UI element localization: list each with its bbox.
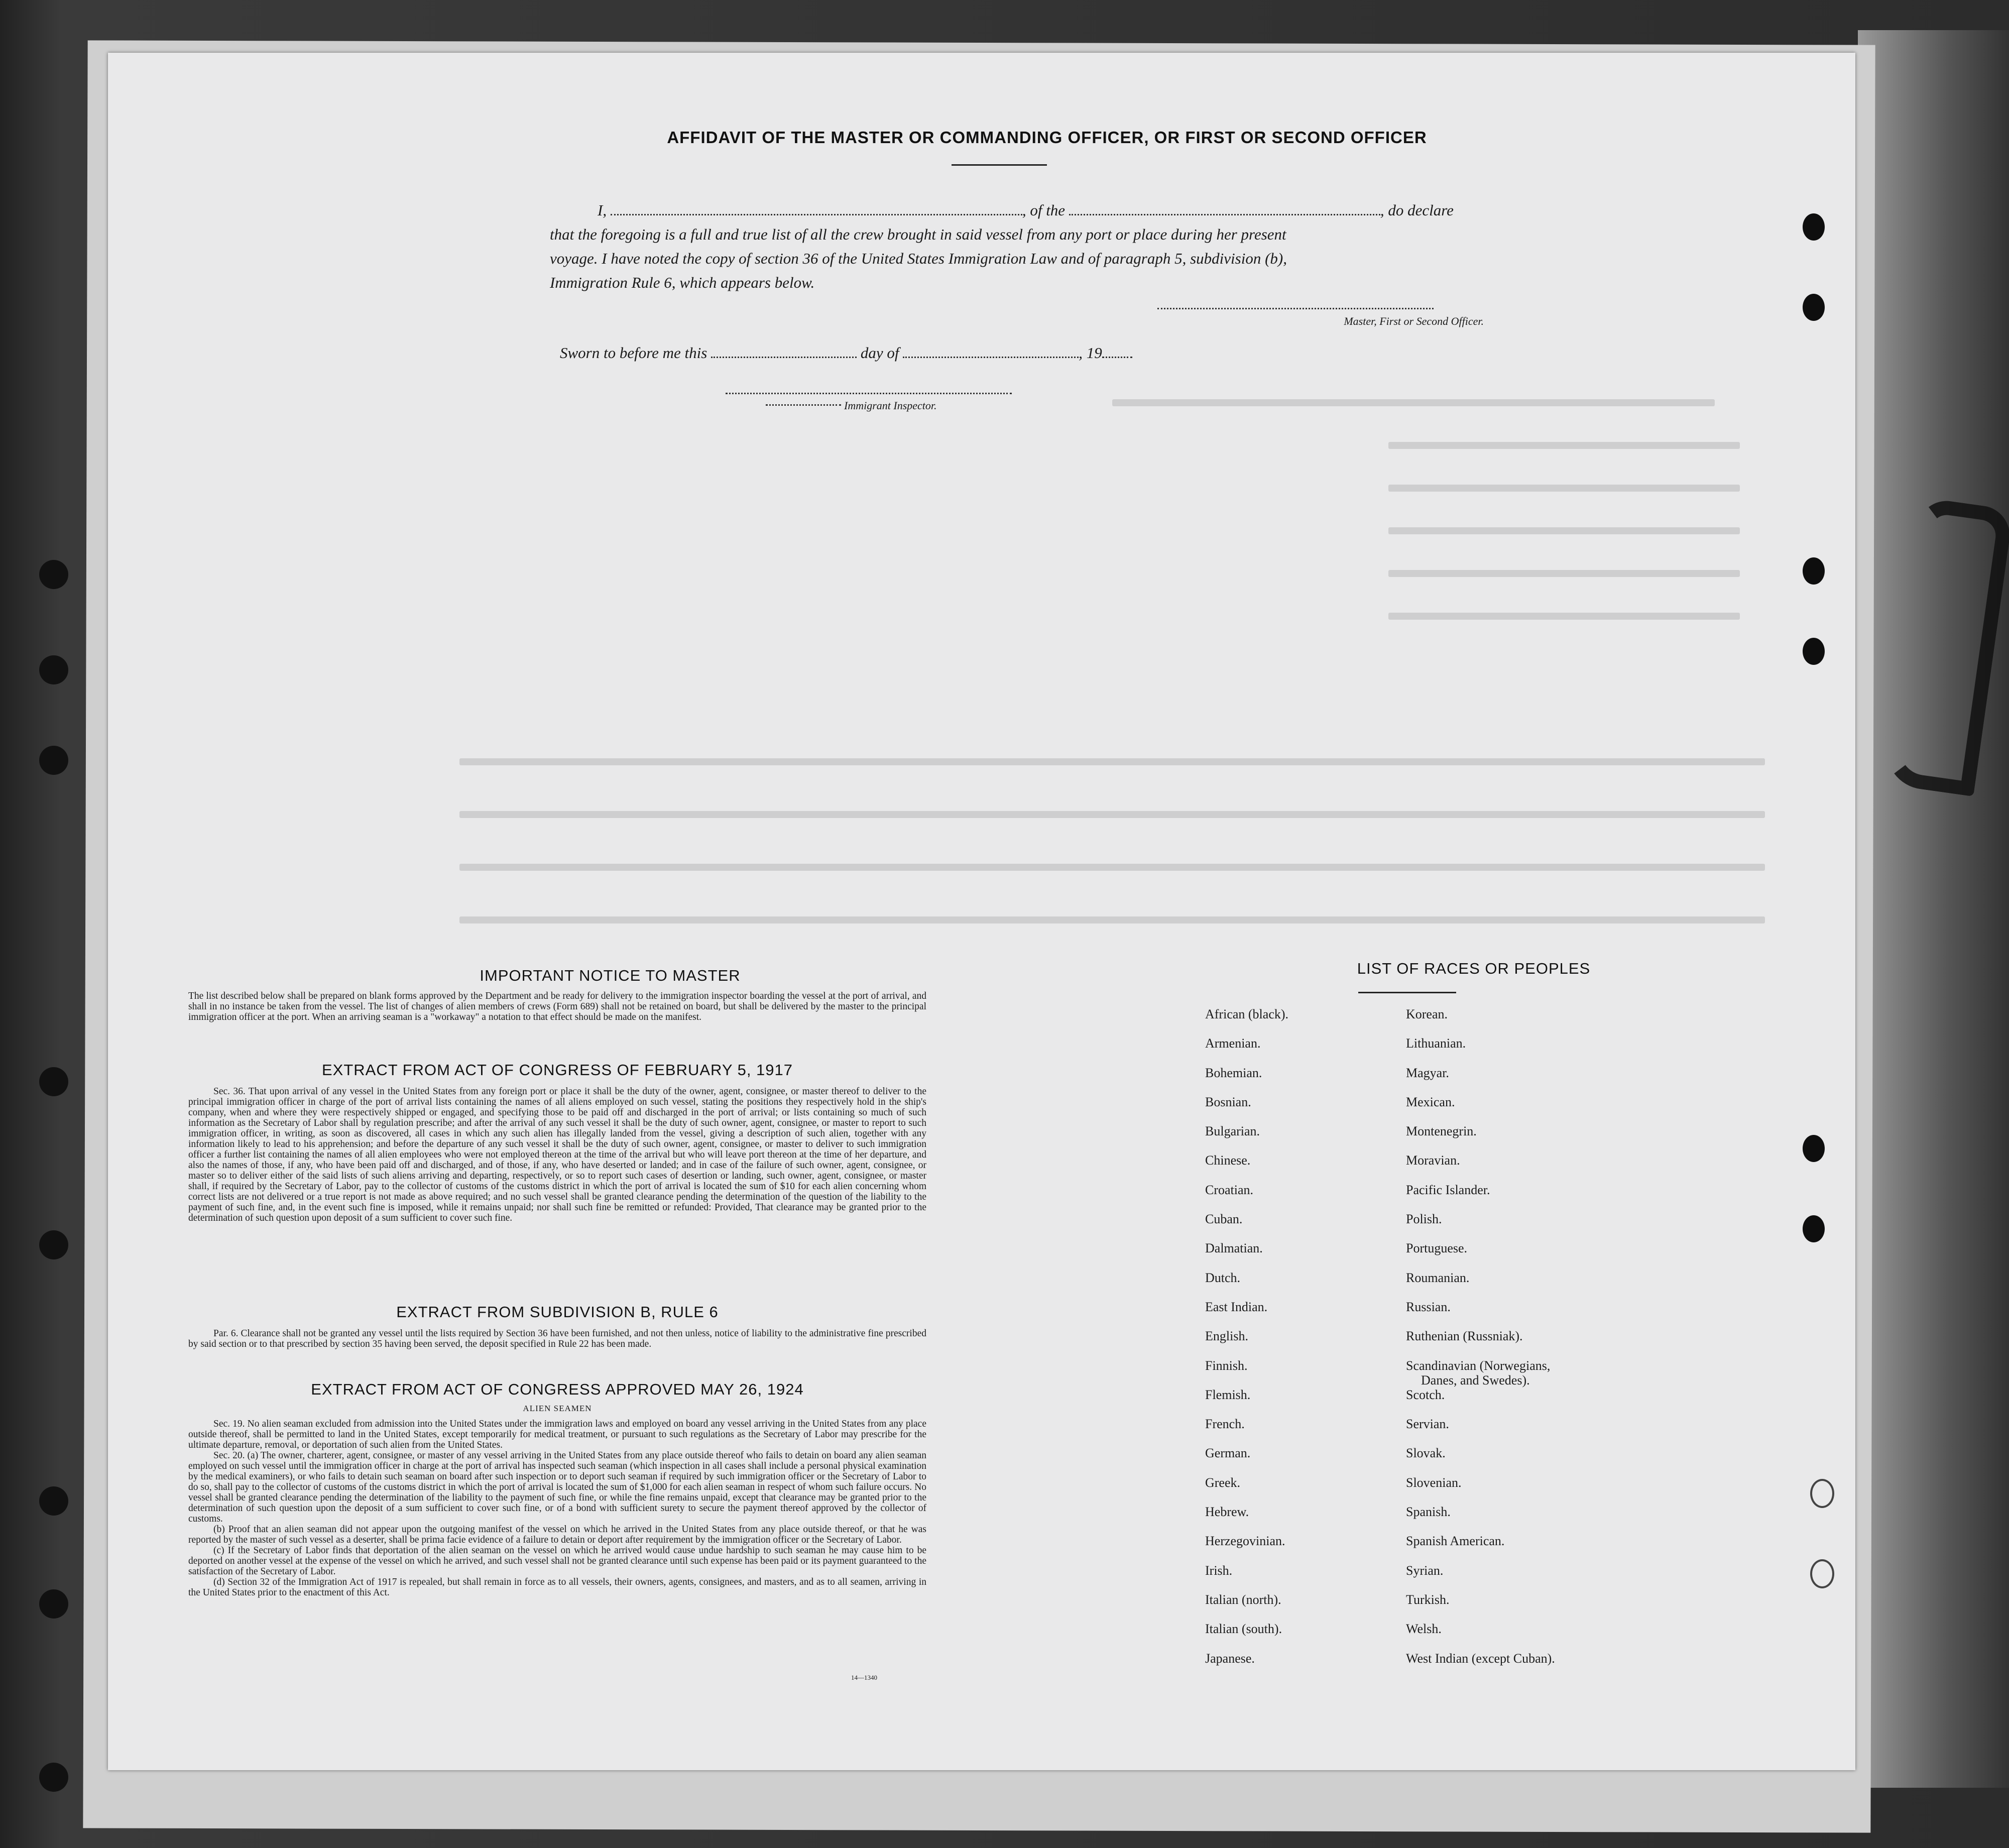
race-item: Welsh. <box>1406 1622 1442 1637</box>
extract-1924-title: EXTRACT FROM ACT OF CONGRESS APPROVED MAY 26, 1924 <box>311 1380 804 1398</box>
punch-hole <box>39 655 68 684</box>
i-label: I, <box>598 201 607 219</box>
punch-hole-outline <box>1810 1559 1834 1588</box>
punch-hole <box>39 1763 68 1792</box>
scanner-edge <box>1858 30 2009 1788</box>
sec-20a-paragraph: Sec. 20. (a) The owner, charterer, agent, consignee, or master of any vessel arriving in the United States from any place outside thereof who fails to detain on board any alien seaman employed on such vessel until the immigration officer in charge at the port of arrival has inspected such seaman (which inspection in all cases shall include a personal physical examination by the medical examiners), or who fails to detain such seaman on board after such inspection or to deport such seaman if required by such immigration officer or the Secretary of Labor to do so, shall pay to the collector of customs of the customs district in which the port of arrival is located the sum of $1,000 for each alien seaman in respect of whom such failure occurs. No vessel shall be granted clearance pending the determination of the liability to the payment of such fine, or while the fine remains unpaid, except that clearance may be granted prior to the determination of such question upon the deposit of a sum sufficient to cover such fine, or of a bond with sufficient surety to secure the payment thereof approved by the collector of customs. <box>188 1450 926 1524</box>
day-of-label: day of <box>860 344 899 362</box>
punch-hole <box>1803 638 1825 665</box>
race-item: Syrian. <box>1406 1563 1444 1578</box>
race-item-continued: Danes, and Swedes). <box>1421 1372 1530 1388</box>
bleed-through <box>459 916 1765 923</box>
race-item: Spanish. <box>1406 1505 1451 1520</box>
race-item: Irish. <box>1205 1563 1233 1578</box>
bleed-through <box>1388 613 1740 620</box>
bleed-through <box>459 864 1765 871</box>
inspector-dots <box>766 404 841 406</box>
bleed-through <box>1388 485 1740 492</box>
name-field[interactable] <box>611 214 1022 215</box>
race-item: African (black). <box>1205 1007 1289 1021</box>
of-the-label: , of the <box>1022 201 1066 219</box>
race-item: Bohemian. <box>1205 1065 1262 1080</box>
race-item: Spanish American. <box>1406 1534 1505 1549</box>
race-item: English. <box>1205 1329 1248 1344</box>
races-right-column <box>1406 1007 1707 1680</box>
bleed-through <box>459 811 1765 818</box>
race-item: Hebrew. <box>1205 1505 1249 1520</box>
punch-hole <box>39 1589 68 1619</box>
punch-hole <box>1803 557 1825 585</box>
master-caption: Master, First or Second Officer. <box>1344 315 1484 327</box>
year-field[interactable] <box>1102 357 1132 358</box>
extract-rule6-body: Par. 6. Clearance shall not be granted any vessel until the lists required by Section 36 have been furnished, and not then unless, notice of liability to the administrative fine prescribed by said section or to that prescribed by section 35 having been served, the deposit specified in Rule 22 has been made. <box>188 1328 926 1349</box>
race-item: French. <box>1205 1417 1245 1432</box>
race-item: Pacific Islander. <box>1406 1182 1490 1197</box>
sec-20b-paragraph: (b) Proof that an alien seaman did not appear upon the outgoing manifest of the vessel on which he arrived in the United States from any place outside thereof, or that he was reported by the master of such vessel as a deserter, shall be prima facie evidence of a failure to detain or deport after requirement by the immigration officer or the Secretary of Labor. <box>188 1524 926 1545</box>
form-number: 14—1340 <box>851 1674 877 1681</box>
race-item: Dalmatian. <box>1205 1241 1263 1256</box>
punch-hole <box>1803 1135 1825 1162</box>
punch-hole <box>39 1067 68 1096</box>
sec-20d-paragraph: (d) Section 32 of the Immigration Act of 1917 is repealed, but shall remain in force as to all vessels, their owners, agents, consignees, and masters, and as to all seamen, arriving in the United States prior to the enactment of this Act. <box>188 1577 926 1598</box>
race-item: Montenegrin. <box>1406 1124 1477 1139</box>
extract-1917-title: EXTRACT FROM ACT OF CONGRESS OF FEBRUARY 5, 1917 <box>321 1061 793 1079</box>
notice-body: The list described below shall be prepared on blank forms approved by the Department and be ready for delivery to the immigration inspector boarding the vessel at the port of arrival, and shall in no instance be taken from the vessel. The list of changes of alien members of crews (Form 689) shall not be retained on board, but shall be delivered by the master to the principal immigration officer at the port. When an arriving seaman is a "workaway" a notation to that effect should be made on the manifest. <box>188 991 926 1022</box>
document-page <box>108 53 1855 1770</box>
race-item: Korean. <box>1406 1007 1448 1021</box>
race-item: Bosnian. <box>1205 1094 1251 1109</box>
extract-1917-body: Sec. 36. That upon arrival of any vessel in the United States from any foreign port or place it shall be the duty of the owner, agent, consignee, or master thereof to deliver to the principal immigration officer in charge of the port of arrival lists containing the names of all aliens employed on such vessel, stating the positions they respectively hold in the ship's company, when and where they were respectively shipped or engaged, and specifying those to be paid off and discharged in the port of arrival; or lists containing so much of such information as the Secretary of Labor shall by regulation prescribe; and after the arrival of any such vessel it shall be the duty of such owner, agent, consignee, or master to report to such immigration officer, in writing, as soon as discovered, all cases in which any such alien has illegally landed from the vessel, giving a description of such alien, together with any information likely to lead to his apprehension; and before the departure of any such vessel it shall be the duty of such owner, agent, consignee, or master to deliver to such immigration officer a further list containing the names of all alien employees who were not employed thereon at the time of the arrival but who will leave port thereon at the time of her departure, and also the names of those, if any, who have been paid off and discharged, and of those, if any, who have deserted or landed; and in case of the failure of such owner, agent, consignee, or master so to deliver either of the said lists of such aliens arriving and departing, respectively, or so to report such cases of desertion or landing, such owner, agent, consignee, or master shall, if required by the Secretary of Labor, pay to the collector of customs of the customs district in which the port of arrival is located the sum of $10 for each alien concerning whom correct lists are not delivered or a true report is not made as above required; and no such vessel shall be granted clearance pending the determination of the question of the liability to the payment of such fine, and, in the event such fine is imposed, while it remains unpaid; nor shall such fine be remitted or refunded: Provided, That clearance may be granted prior to the determination of such question upon deposit of a sum sufficient to cover such fine. <box>188 1086 926 1223</box>
bleed-through <box>1388 570 1740 577</box>
vessel-field[interactable] <box>1069 214 1380 215</box>
punch-hole <box>39 1230 68 1259</box>
race-item: Portuguese. <box>1406 1241 1468 1256</box>
race-item: Lithuanian. <box>1406 1036 1466 1051</box>
punch-hole <box>39 746 68 775</box>
inspector-signature-field[interactable] <box>726 393 1012 394</box>
race-item: East Indian. <box>1205 1299 1268 1314</box>
race-item: Moravian. <box>1406 1153 1460 1168</box>
extract-rule6-title: EXTRACT FROM SUBDIVISION B, RULE 6 <box>396 1303 719 1321</box>
race-item: Chinese. <box>1205 1153 1251 1168</box>
race-item: Magyar. <box>1406 1065 1449 1080</box>
affidavit-title: AFFIDAVIT OF THE MASTER OR COMMANDING OFFICER, OR FIRST OR SECOND OFFICER <box>667 128 1427 147</box>
affidavit-line-4: Immigration Rule 6, which appears below. <box>550 274 815 291</box>
affidavit-line-2: that the foregoing is a full and true list of all the crew brought in said vessel from any port or place during her present <box>550 225 1286 243</box>
race-item: Russian. <box>1406 1299 1451 1314</box>
sworn-line <box>560 344 1313 362</box>
race-item: Scandinavian (Norwegians, <box>1406 1358 1551 1373</box>
race-item: Ruthenian (Russniak). <box>1406 1329 1523 1344</box>
sec-20c-paragraph: (c) If the Secretary of Labor finds that deportation of the alien seaman on the vessel on which he arrived would cause undue hardship to such seaman he may cause him to be deported on another vessel at the expense of the vessel on which he arrived, and such vessel shall not be granted clearance until such expense has been paid or its payment guaranteed to the satisfaction of the Secretary of Labor. <box>188 1545 926 1577</box>
bleed-through <box>1388 527 1740 534</box>
sworn-label: Sworn to before me this <box>560 344 707 362</box>
punch-hole-outline <box>1810 1479 1834 1508</box>
bleed-through <box>1388 442 1740 449</box>
affidavit-line-1 <box>550 198 1579 222</box>
notice-title: IMPORTANT NOTICE TO MASTER <box>480 967 741 984</box>
race-item: Bulgarian. <box>1205 1124 1260 1139</box>
master-signature-field[interactable] <box>1157 308 1434 309</box>
race-item: Italian (north). <box>1205 1592 1281 1607</box>
race-item: Greek. <box>1205 1475 1241 1490</box>
race-item: German. <box>1205 1446 1251 1461</box>
affidavit-line-3: voyage. I have noted the copy of section 36 of the United States Immigration Law and of paragraph 5, subdivision (b), <box>550 250 1287 267</box>
extract-1924-body <box>188 1419 926 1598</box>
affidavit-body <box>550 198 1579 295</box>
bleed-through <box>459 758 1765 765</box>
race-item: Slovenian. <box>1406 1475 1462 1490</box>
punch-hole <box>1803 294 1825 321</box>
sworn-month-field[interactable] <box>903 357 1079 358</box>
race-item: Finnish. <box>1205 1358 1248 1373</box>
bleed-through <box>1112 399 1715 406</box>
races-title: LIST OF RACES OR PEOPLES <box>1357 960 1591 977</box>
race-item: West Indian (except Cuban). <box>1406 1651 1555 1666</box>
race-item: Slovak. <box>1406 1446 1446 1461</box>
race-item: Turkish. <box>1406 1592 1450 1607</box>
race-item: Italian (south). <box>1205 1622 1282 1637</box>
race-item: Japanese. <box>1205 1651 1255 1666</box>
punch-hole <box>1803 1215 1825 1242</box>
year-label: , 19 <box>1079 344 1102 362</box>
race-item: Cuban. <box>1205 1212 1243 1227</box>
race-item: Polish. <box>1406 1212 1442 1227</box>
race-item: Mexican. <box>1406 1094 1455 1109</box>
punch-hole <box>39 560 68 589</box>
title-rule <box>952 164 1047 166</box>
sec-19-paragraph: Sec. 19. No alien seaman excluded from admission into the United States under the immigration laws and employed on board any vessel arriving in the United States from any place outside thereof, shall be permitted to land in the United States, except temporarily for medical treatment, or pursuant to such regulations as the Secretary of Labor may prescribe for the ultimate departure, removal, or deportation of such alien from the United States. <box>188 1419 926 1450</box>
punch-hole <box>39 1486 68 1516</box>
race-item: Herzegovinian. <box>1205 1534 1285 1549</box>
alien-seamen-subtitle: ALIEN SEAMEN <box>523 1404 592 1413</box>
races-rule <box>1358 992 1456 993</box>
race-item: Flemish. <box>1205 1387 1251 1402</box>
do-declare-label: , do declare <box>1380 201 1454 219</box>
race-item: Scotch. <box>1406 1387 1445 1402</box>
race-item: Dutch. <box>1205 1270 1241 1285</box>
punch-hole <box>1803 213 1825 241</box>
race-item: Roumanian. <box>1406 1270 1470 1285</box>
race-item: Servian. <box>1406 1417 1449 1432</box>
sworn-day-field[interactable] <box>711 357 857 358</box>
race-item: Armenian. <box>1205 1036 1261 1051</box>
inspector-caption: Immigrant Inspector. <box>844 399 937 412</box>
race-item: Croatian. <box>1205 1182 1254 1197</box>
